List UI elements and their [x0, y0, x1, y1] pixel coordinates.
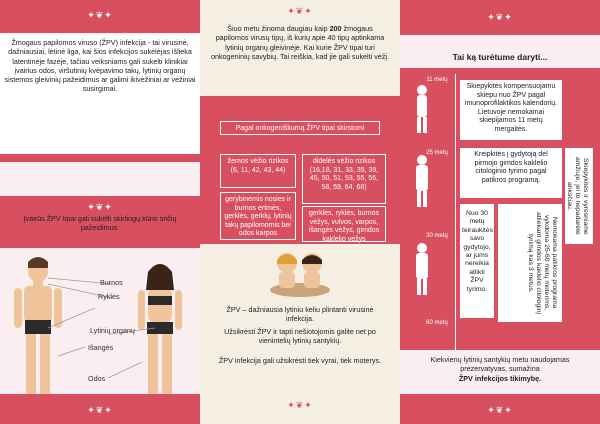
- label-rykles: Ryklės: [98, 292, 120, 301]
- label-lytiniu-organu: Lytinių organų: [90, 326, 135, 335]
- free-test-box: [498, 204, 562, 322]
- ornament-icon: ✦❦✦: [287, 6, 313, 16]
- bottom-text-2: Užsikrėsti ŽPV ir tapti nešiotojomis galite net po vienintelių lytinių santykių.: [224, 327, 376, 346]
- ornament-icon: ✦❦✦: [287, 400, 313, 410]
- bottom-text-3: ŽPV infekcija gali užsikrėsti tiek vyrai, tiek moterys.: [218, 356, 382, 365]
- bottom-text-1: ŽPV – dažniausia lytiniu keliu plintanti virusinė infekcija.: [226, 305, 374, 324]
- high-risk-types: (16,18, 31, 33, 35, 39, 45, 50, 51, 53, 55, 56, 58, 59, 64, 68): [309, 166, 379, 191]
- bottom-text: [414, 355, 586, 383]
- section-title: Tai ką turėtume daryti...: [452, 52, 548, 62]
- high-risk-title: didelės vėžio rizikos: [312, 158, 376, 165]
- label-isanges: Išangės: [88, 343, 114, 352]
- vaccine-box: Skiepykitės kompensuojamu skiepu nuo ŽPV pagal imunoprofilaktikos kalendorių. Lietuvoje nemokamai skiepijamos 11 metų mergaitės.: [460, 80, 562, 140]
- ornament-icon: ✦❦✦: [87, 405, 113, 415]
- ornament-icon: ✦❦✦: [87, 10, 113, 20]
- intro-part-b: žmogaus papilomos virusų tipų, iš kurių apie 40 tipų aptinkama lytinių organų gleivinėje. Kai kurie ŽPV tipai turi onkogeninių savybių. Tai reiškia, kad jie gali sukelti vėžį.: [210, 24, 390, 61]
- kids-illustration: [265, 248, 335, 298]
- intro-text: Žmogaus papilomos viruso (ŽPV) infekcija - tai virusinė, dažniausiai, lėtinė liga, kai šios infekcijos sukėlėjas išlieka latentinėje fazėje, tačiau veiksniams gali sukelti klinikiai įvairius odos, viršutinių kvėpavimo takų, lytinių organų sistemos gleivinių pažeidimus ar galimi ikivėžiniai ar vėžiniai susirgimai.: [0, 34, 200, 154]
- ornament-icon: ✦❦✦: [87, 202, 113, 212]
- classification-title: Pagal onkogeniškumą ŽPV tipai skirstomi: [220, 121, 380, 135]
- age-11-label: 11 metų: [426, 77, 448, 83]
- free-test-text: Nemokama patikros programa vykdoma 25-60 metų moterims, atliekant gimdos kaklelio citologinį tyrimą kas 3 metus.: [527, 211, 558, 314]
- left-panel: [0, 0, 200, 424]
- older-vaccine-box: [565, 148, 593, 244]
- age-60-label: 60 metų: [426, 320, 448, 326]
- label-odos: Odos: [88, 374, 106, 383]
- low-risk-box: [220, 154, 296, 188]
- intro-part-a: Šiuo metu žinoma daugiau kaip: [227, 24, 328, 33]
- right-panel: [400, 0, 600, 424]
- low-risk-types: (6, 11, 42, 43, 44): [230, 166, 286, 174]
- ornament-icon: ✦❦✦: [487, 405, 513, 415]
- intro-bold-number: 200: [329, 24, 342, 33]
- middle-panel: [200, 0, 400, 424]
- older-vaccine-text: Skiepykitės ir vyresniame amžiuje, jei to nepadarėte anksčiau.: [566, 157, 589, 235]
- bottom-text-a: Kiekvienų lytinių santykių metu naudojamas prezervatyvas, sumažina: [430, 355, 570, 374]
- from30-box: Nuo 30 metų teiraukitės savo gydytojo, ar jums nereikia atlikti ŽPV tyrimo.: [460, 204, 494, 318]
- high-risk-sites: gerklės, ryklės, burnos vėžys, vulvos, varpos, išangės vėžys, gimdos kaklelio vėžys: [302, 206, 386, 242]
- bottom-text-b: ŽPV infekcijos tikimybę.: [458, 373, 542, 383]
- infect-caption: Įvairūs ŽPV tipai gali sukelti skirtingų kūno sričių pažeidimus:: [23, 214, 177, 233]
- low-risk-title: žemos vėžio rizikos: [227, 158, 289, 165]
- age-30-label: 30 metų: [426, 233, 448, 239]
- female-silhouettes-illustration: [402, 70, 442, 340]
- age-25-label: 25 metų: [426, 150, 448, 156]
- gyn-box: Kreipkitės į gydytoją dėl pirmojo gimdos kaklelio citologinio tyrimo pagal patikros programą.: [460, 148, 562, 198]
- intro-text: [210, 24, 390, 61]
- timeline-line: [455, 74, 456, 350]
- ornament-icon: ✦❦✦: [487, 12, 513, 22]
- low-risk-sites: gerybinėmis nosies ir burnos ertmės, gerklės, gerklų, lytinių takų papilomomis bei odos karpos: [220, 192, 296, 240]
- divider-band: [0, 154, 200, 162]
- label-burnos: Burnos: [100, 278, 123, 287]
- high-risk-box: [302, 154, 386, 204]
